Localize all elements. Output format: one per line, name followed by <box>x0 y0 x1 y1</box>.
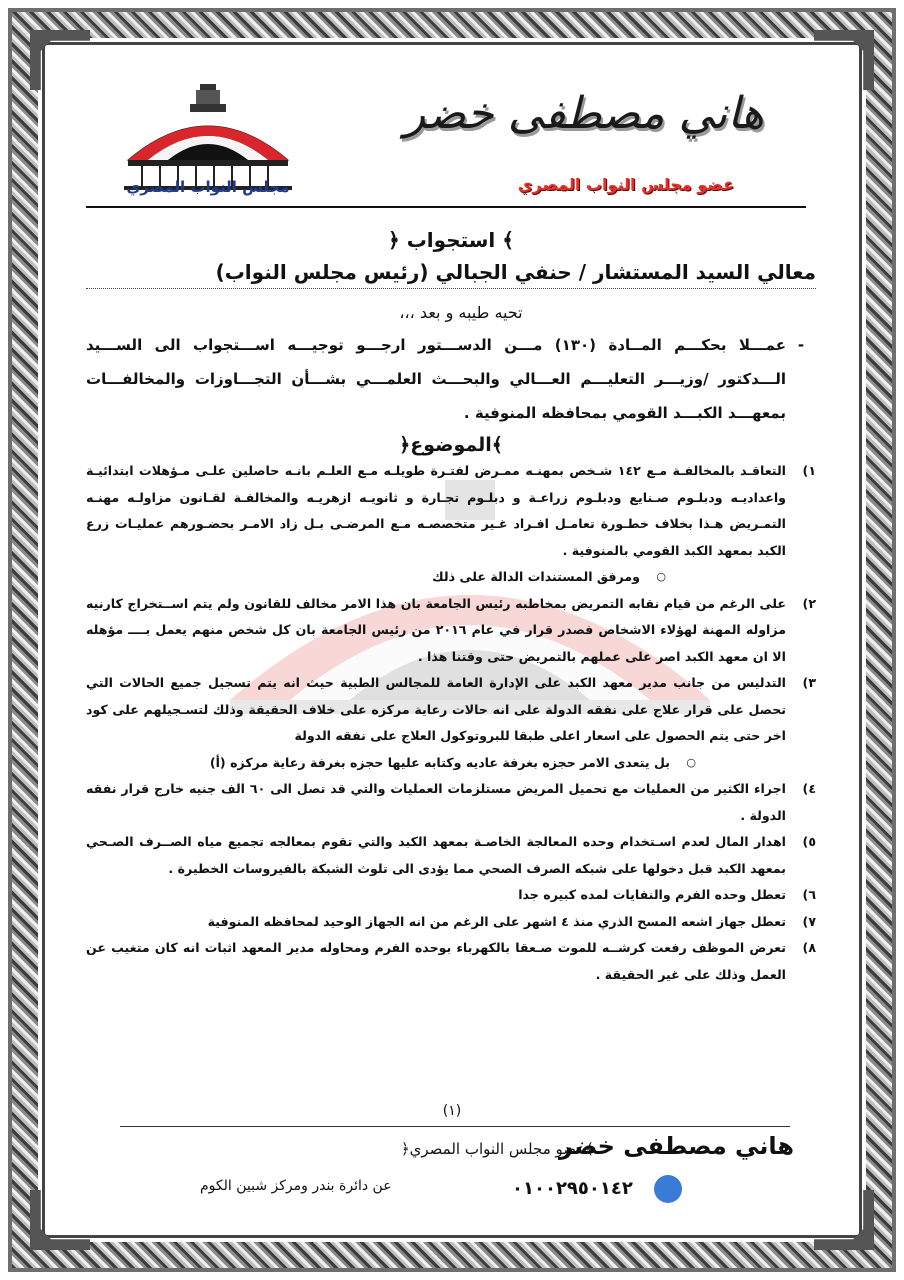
list-item <box>86 935 816 988</box>
bullet-item <box>86 750 816 777</box>
footer-member-role: ﴾عضو مجلس النواب المصري﴿ <box>400 1140 594 1158</box>
addressee-line: معالي السيد المستشار / حنفي الجبالي (رئيس مجلس النواب) <box>86 260 816 289</box>
item-number: ٣) <box>802 675 816 690</box>
list-item <box>86 591 816 671</box>
list-item <box>86 458 816 564</box>
item-text: تعطل وحده الفرم والنفايات لمده كبيره جدا <box>518 887 786 902</box>
member-title-label: عضو مجلس النواب المصري <box>517 175 734 194</box>
item-number: ٥) <box>802 834 816 849</box>
bullet-text: ومرفق المستندات الدالة على ذلك <box>432 569 640 584</box>
bullet-text: بل يتعدى الامر حجزه بغرفة عاديه وكتابه عليها حجزه بغرفة رعاية مركزه (أ) <box>209 754 670 770</box>
list-item <box>86 670 816 750</box>
item-text: التعاقـد بالمخالفـة مـع ١٤٢ شـخص بمهنـه ممـرض لفتـرة طويلـه مـع العلـم بانـه حاصلين علـى مـؤهلات ابتدائيـة واعداديـه ودبلـوم صـنايع ودبلـوم زراعـة و دبلـوم تجـارة و ثانويـه ازهريـه والمخالفـة لقـانون مزاولـه مهنـه التمـريض هـذا بخلاف خطـورة تعامـل افـراد غـير متخصصـه مـع المرضـى بـل زاد الامـر بحضـورهم عمليـات زرع الكبد بمعهد الكبد القومي بالمنوفية . <box>86 463 786 558</box>
bullet-item <box>86 564 816 591</box>
list-item <box>86 882 816 909</box>
item-text: اهدار المال لعدم اسـتخدام وحده المعالجة الخاصـة بمعهد الكبد والتي تقوم بمعالجه تجميع مياه الصــرف الصـحي بمعهد الكبد قبل دخولها على شبكه الصرف الصحي مما يؤدى الى تلوث الشبكة بالفيروسات الخطيرة . <box>86 834 786 876</box>
item-number: ٨) <box>802 940 816 955</box>
item-number: ٢) <box>802 595 816 611</box>
list-item <box>86 776 816 829</box>
item-number: ٧) <box>802 913 816 929</box>
parliament-label: مجلس النواب المصري <box>126 178 290 196</box>
item-text: تعطل جهاز اشعه المسح الذري منذ ٤ اشهر على الرغم من انه الجهاز الوحيد لمحافظه المنوفية <box>207 913 786 929</box>
list-item <box>86 909 816 936</box>
footer-phone-number: ٠١٠٠٢٩٥٠١٤٢ <box>512 1178 633 1199</box>
footer-member-name: هاني مصطفى خضر <box>559 1132 794 1160</box>
circle-bullet-icon: ○ <box>686 755 696 769</box>
letter-title: ﴾ استجواب ﴿ <box>388 228 514 252</box>
letter-body <box>86 222 816 988</box>
item-number: ٦) <box>802 887 816 902</box>
member-signature: هاني مصطفى خضر <box>404 88 764 139</box>
items-list <box>86 458 816 988</box>
item-text: اجراء الكثير من العمليات مع تحميل المريض مستلزمات العمليات والتي قد تصل الى ٦٠ الف جنيه خارج قرار نفقه الدولة . <box>86 781 786 823</box>
phone-icon <box>654 1175 682 1203</box>
footer-divider <box>120 1126 790 1127</box>
item-text: التدليس من جانب مدير معهد الكبد على الإدارة العامة للمجالس الطبية حيث انه يتم تسجيل جميع الحالات التي تحصل على قرار علاج على نفقه الدولة على انه حالات رعاية مركزه على خلاف الحقيقة وذلك لتسـجيلهم على كود اخر حتى يتم الحصول على اسعار اعلى طبقا للبروتوكول العلاج على نفقه الدولة <box>86 675 786 743</box>
item-number: ١) <box>802 463 816 478</box>
item-text: تعرض الموظف رفعت كرشــه للموت صـعقا بالكهرباء بوحده الفرم ومحاوله مدير المعهد اثبات انه كان متغيب عن العمل وذلك على غير الحقيقة . <box>86 940 786 982</box>
greeting: تحيه طيبه و بعد ،،، <box>399 303 523 322</box>
list-item <box>86 829 816 882</box>
circle-bullet-icon: ○ <box>656 570 666 583</box>
item-text: على الرغم من قيام نقابه التمريض بمخاطبه رئيس الجامعة بان هذا الامر مخالف للقانون ولم يتم اســتخراج كارنيه مزاوله المهنة لهؤلاء الاشخاص فصدر قرار في عام ٢٠١٦ من رئيس الجامعة بان كل شخص منهم يعمل بــــ مؤهله الا ان معهد الكبد اصر على عملهم بالتمريض حتى وقتنا هذا . <box>86 595 786 664</box>
dash-marker: - <box>797 336 805 354</box>
item-number: ٤) <box>802 781 816 796</box>
page-number: (١) <box>442 1103 462 1119</box>
intro-paragraph <box>86 328 816 430</box>
footer-constituency: عن دائرة بندر ومركز شبين الكوم <box>200 1178 392 1194</box>
intro-text: عمـــلا بحكـــم المــادة (١٣٠) مـــن الدســـتور ارجـــو توجيـــه اســـتجواب الى الســـيد الـــدكتور /وزيـــر التعليـــم العـــالي والبحـــث العلمـــي بشـــأن التجـــاوزات والمخالفـــات بمعهـــد الكبـــد القومي بمحافظه المنوفية . <box>86 336 786 422</box>
subject-heading: ﴾الموضوع﴿ <box>399 434 503 456</box>
header-divider <box>86 206 806 208</box>
